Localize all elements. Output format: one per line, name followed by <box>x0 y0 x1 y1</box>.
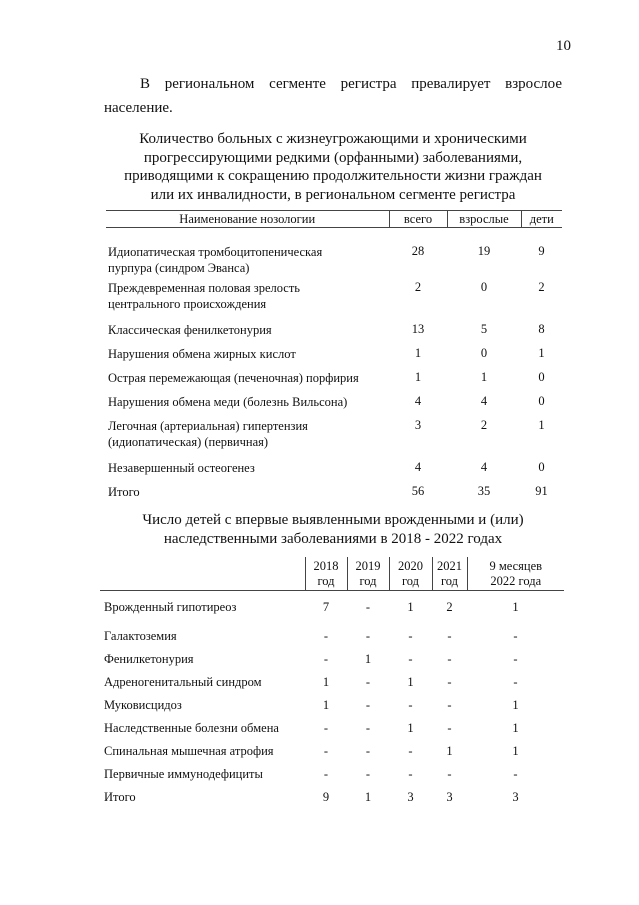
table2-cell-name: Врожденный гипотиреоз <box>104 600 237 615</box>
intro-paragraph <box>104 72 562 120</box>
table2-cell-value: 1 <box>512 720 519 735</box>
table2-cell-value: 1 <box>322 697 330 712</box>
table2-row <box>100 671 564 694</box>
orphan-diseases-table <box>106 210 562 504</box>
table1-name-line: центрального происхождения <box>108 297 267 311</box>
table2-cell-value: - <box>447 651 452 666</box>
table2-title <box>104 511 562 548</box>
table1-cell-total: 1 <box>414 370 422 384</box>
table2-header-line2: 2022 года <box>490 574 542 588</box>
table2-header-period <box>432 557 467 591</box>
table1-row <box>106 228 562 277</box>
table2-cell-value: 1 <box>512 743 519 758</box>
table2-cell-value: - <box>513 674 518 689</box>
table1-title <box>104 130 562 204</box>
table1-cell-children: 8 <box>538 322 545 336</box>
table1-name-line: Острая перемежающая (печеночная) порфирия <box>108 371 359 385</box>
table2-cell-value: 1 <box>407 600 414 615</box>
table2-row <box>100 694 564 717</box>
table1-title-line: приводящими к сокращению продолжительности жизни граждан <box>124 168 542 184</box>
table2-cell-value: - <box>323 766 329 781</box>
table1-cell-adults: 0 <box>480 280 488 294</box>
table1-cell-children: 91 <box>535 484 548 498</box>
table1-cell-adults: 2 <box>480 418 488 432</box>
table1-cell-name <box>106 456 389 480</box>
table2-cell-value: 9 <box>322 789 330 804</box>
table2-header-line2: год <box>317 574 335 588</box>
table2-header-row <box>100 557 564 591</box>
table2-cell-value: - <box>408 651 413 666</box>
table1-cell-children: 9 <box>538 244 545 258</box>
table2-cell-value: 7 <box>322 600 330 615</box>
table2-header-line1: 2019 <box>355 559 381 573</box>
table1-name-line: Преждевременная половая зрелость <box>108 281 300 295</box>
table2-row <box>100 591 564 625</box>
table2-cell-name: Наследственные болезни обмена <box>104 720 279 735</box>
table2-header-line2: год <box>440 574 459 588</box>
table2-cell-value: - <box>365 674 371 689</box>
page-number: 10 <box>556 38 571 54</box>
table2-cell-value: 1 <box>407 720 414 735</box>
table1-cell-adults: 4 <box>480 460 488 474</box>
table1-cell-children: 2 <box>538 280 545 294</box>
table1-cell-total: 2 <box>414 280 422 294</box>
table2-header-line1: 2020 <box>398 559 423 573</box>
table1-cell-children: 0 <box>538 394 545 408</box>
table2-title-line: наследственными заболеваниями в 2018 - 2022 годах <box>163 530 503 547</box>
table1-cell-total: 56 <box>411 484 425 498</box>
table2-cell-value: - <box>365 766 371 781</box>
table2-title-line: Число детей с впервые выявленными врожденными и (или) <box>142 512 524 528</box>
table2-cell-value: - <box>447 697 452 712</box>
table1-row <box>106 318 562 342</box>
table2-row <box>100 717 564 740</box>
table1-cell-name <box>106 342 389 366</box>
table1-row <box>106 366 562 390</box>
table2-cell-name: Первичные иммунодефициты <box>104 766 263 781</box>
table1-cell-adults: 19 <box>477 244 491 258</box>
table2-cell-value: 1 <box>512 600 519 615</box>
table2-cell-name: Итого <box>104 789 136 804</box>
table1-name-line: Незавершенный остеогенез <box>108 461 255 475</box>
table1-cell-total: 4 <box>414 394 422 408</box>
table1-cell-children: 0 <box>538 370 545 384</box>
table2-cell-name: Спинальная мышечная атрофия <box>104 743 274 758</box>
table1-title-line: Количество больных с жизнеугрожающими и хроническими <box>139 131 527 147</box>
table2-cell-name: Галактоземия <box>104 628 177 643</box>
table2-cell-value: 1 <box>512 697 519 712</box>
table2-cell-value: 3 <box>512 789 519 804</box>
table1-row <box>106 276 562 318</box>
table2-row <box>100 740 564 763</box>
table2-cell-name: Муковисцидоз <box>104 697 182 712</box>
table2-cell-value: 3 <box>446 789 453 804</box>
table2-cell-value: - <box>365 743 371 758</box>
table2-header-line1: 2021 <box>437 559 462 573</box>
table1-row <box>106 342 562 366</box>
table1-cell-total: 1 <box>414 346 422 360</box>
table1-name-line: Легочная (артериальная) гипертензия <box>108 419 308 433</box>
table2-cell-value: - <box>408 697 413 712</box>
table1-cell-name <box>106 414 389 456</box>
table2-cell-value: 1 <box>364 651 372 666</box>
table2-row <box>100 648 564 671</box>
table1-cell-children: 1 <box>538 418 545 432</box>
table2-header-period <box>347 557 389 591</box>
table1-name-line: Идиопатическая тромбоцитопеническая <box>108 245 323 259</box>
table1-row <box>106 480 562 504</box>
table2-cell-value: - <box>408 766 413 781</box>
table2-cell-value: - <box>447 628 452 643</box>
table2-cell-value: - <box>447 720 452 735</box>
table2-cell-value: - <box>323 743 329 758</box>
table2-row <box>100 786 564 809</box>
table1-cell-total: 3 <box>414 418 422 432</box>
table2-cell-value: 1 <box>446 743 453 758</box>
table2-cell-value: - <box>447 674 452 689</box>
table2-cell-value: - <box>365 697 371 712</box>
table2-cell-value: - <box>323 628 329 643</box>
table1-cell-adults: 0 <box>480 346 488 360</box>
table1-cell-adults: 1 <box>480 370 488 384</box>
table2-cell-value: - <box>408 743 413 758</box>
intro-paragraph-text: В региональном сегменте регистра превалирует взрослое население. <box>104 76 562 116</box>
table2-row <box>100 625 564 648</box>
table2-cell-value: - <box>365 628 371 643</box>
table1-row <box>106 390 562 414</box>
table2-header-line2: год <box>359 574 377 588</box>
table2-cell-value: - <box>365 600 371 615</box>
table1-header-adults: взрослые <box>447 211 521 228</box>
table1-name-line: Классическая фенилкетонурия <box>108 323 272 337</box>
table2-header-line2: год <box>401 574 420 588</box>
table2-cell-value: 1 <box>407 674 414 689</box>
table1-header-total: всего <box>389 211 447 228</box>
table2-cell-value: - <box>323 651 329 666</box>
table1-cell-name <box>106 318 389 342</box>
table2-cell-value: 1 <box>364 789 372 804</box>
table1-cell-total: 4 <box>414 460 422 474</box>
table1-header-row <box>106 211 562 228</box>
table2-header-blank <box>100 557 305 591</box>
table2-cell-value: 1 <box>322 674 330 689</box>
table1-cell-total: 13 <box>411 322 425 336</box>
table1-name-line: (идиопатическая) (первичная) <box>108 435 269 449</box>
table1-cell-name <box>106 366 389 390</box>
table2-cell-name: Фенилкетонурия <box>104 651 194 666</box>
table1-name-line: Нарушения обмена меди (болезнь Вильсона) <box>108 395 348 409</box>
table1-cell-name <box>106 480 389 504</box>
table2-header-period <box>389 557 432 591</box>
table2-header-period <box>305 557 347 591</box>
table1-header-name: Наименование нозологии <box>106 211 389 228</box>
table1-cell-children: 0 <box>538 460 545 474</box>
table2-header-period <box>467 557 564 591</box>
table2-row <box>100 763 564 786</box>
table1-cell-adults: 35 <box>477 484 491 498</box>
table2-cell-value: - <box>513 766 518 781</box>
table2-cell-value: 2 <box>446 600 453 615</box>
table1-cell-name <box>106 276 389 318</box>
table2-cell-value: - <box>513 628 518 643</box>
table2-header-line1: 9 месяцев <box>489 559 543 573</box>
table2-cell-value: - <box>513 651 518 666</box>
table2-header-line1: 2018 <box>313 559 339 573</box>
table1-row <box>106 456 562 480</box>
table1-name-line: Нарушения обмена жирных кислот <box>108 347 296 361</box>
table1-title-line: прогрессирующими редкими (орфанными) заболеваниями, <box>143 149 523 166</box>
table1-cell-name <box>106 228 389 277</box>
table1-cell-adults: 4 <box>480 394 488 408</box>
table2-cell-value: - <box>323 720 329 735</box>
table2-cell-name: Адреногенитальный синдром <box>104 674 262 689</box>
table1-name-line: Итого <box>108 485 140 499</box>
table2-cell-value: - <box>447 766 452 781</box>
table2-cell-value: - <box>408 628 413 643</box>
table1-title-line: или их инвалидности, в региональном сегменте регистра <box>150 186 516 203</box>
table2-cell-value: - <box>365 720 371 735</box>
table1-row <box>106 414 562 456</box>
table1-name-line: пурпура (синдром Эванса) <box>108 261 250 275</box>
table1-cell-adults: 5 <box>480 322 488 336</box>
table1-header-children: дети <box>521 211 562 228</box>
table1-cell-children: 1 <box>538 346 545 360</box>
table1-cell-total: 28 <box>411 244 425 258</box>
congenital-diseases-table <box>100 557 564 809</box>
table1-cell-name <box>106 390 389 414</box>
table2-cell-value: 3 <box>407 789 414 804</box>
